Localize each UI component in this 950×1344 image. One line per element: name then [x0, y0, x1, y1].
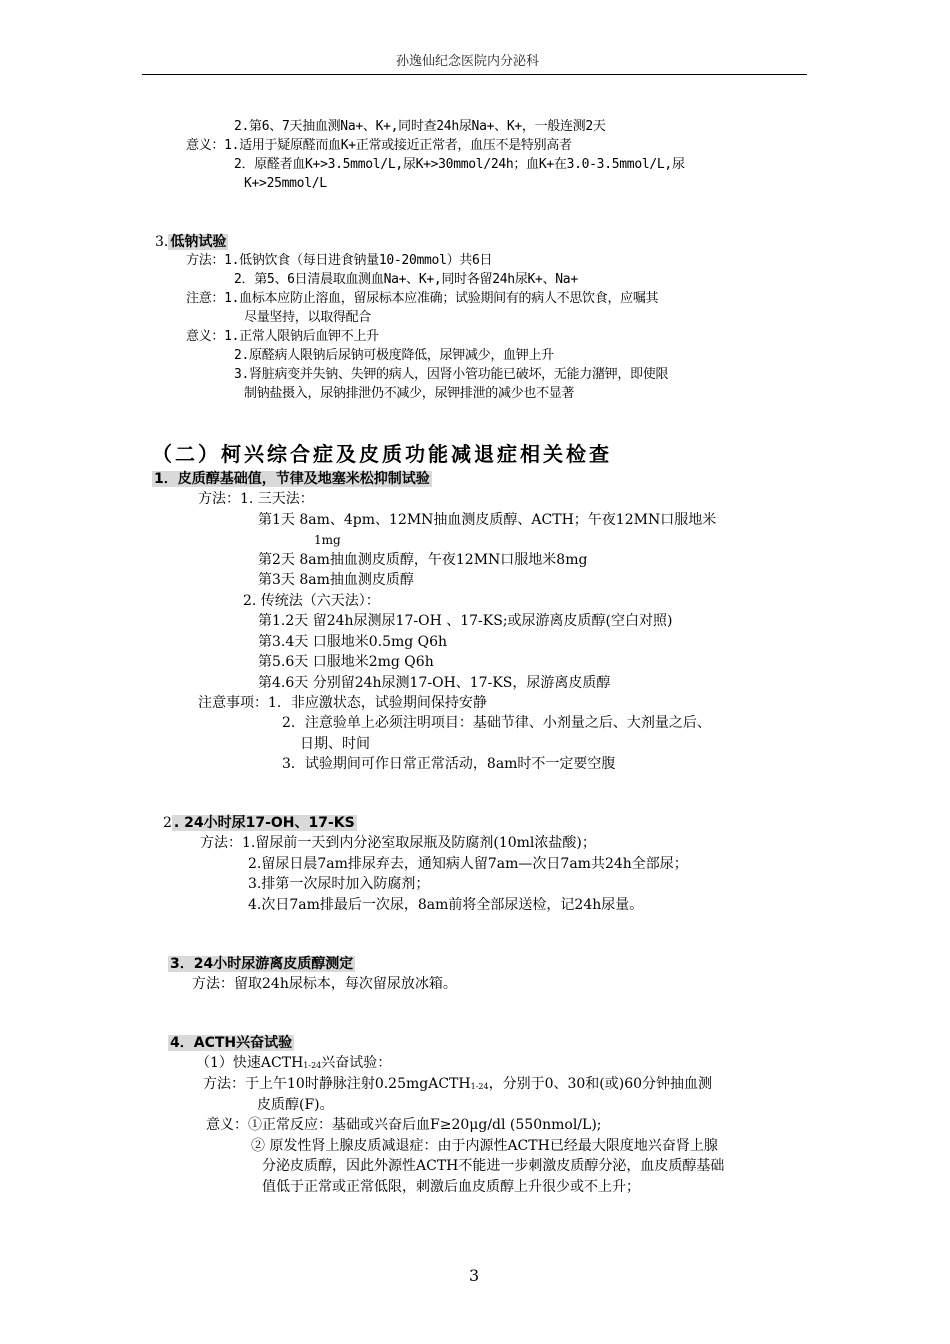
test4-line-6: 分泌皮质醇，因此外源性ACTH不能进一步刺激皮质醇分泌，血皮质醇基础	[262, 1158, 725, 1174]
test2-line-1: 方法：1.留尿前一天到内分泌室取尿瓶及防腐剂(10ml浓盐酸)；	[200, 835, 596, 851]
test4-line-2	[203, 1074, 712, 1097]
test3-title: 3．24小时尿游离皮质醇测定	[170, 956, 354, 972]
top-line-3: 2．原醛者血K+>3.5mmol/L,尿K+>30mmol/24h；血K+在3.0-3.5mmol/L,尿	[234, 157, 685, 172]
test1-line-4: 第2天 8am抽血测皮质醇，午夜12MN口服地米8mg	[258, 552, 588, 568]
low-sodium-number: 3.	[155, 234, 169, 250]
test1-line-14: 3．试验期间可作日常正常活动，8am时不一定要空腹	[282, 756, 616, 772]
page-number: 3	[469, 1266, 480, 1285]
test1-line-2: 第1天 8am、4pm、12MN抽血测皮质醇、ACTH；午夜12MN口服地米	[258, 512, 717, 528]
test4-line-2-b: ，分别于0、30和(或)60分钟抽血测	[488, 1076, 713, 1092]
test1-line-11: 注意事项：1．非应激状态，试验期间保持安静	[198, 695, 487, 711]
top-line-2: 意义：1.适用于疑原醛而血K+正常或接近正常者，血压不是特别高者	[186, 138, 572, 153]
test1-line-13: 日期、时间	[300, 736, 370, 752]
test2-line-2: 2.留尿日晨7am排尿弃去，通知病人留7am—次日7am共24h全部尿；	[248, 856, 688, 872]
test1-line-8: 第3.4天 口服地米0.5mg Q6h	[258, 634, 448, 650]
test3-line-1: 方法：留取24h尿标本，每次留尿放冰箱。	[192, 976, 457, 992]
test4-line-5: ② 原发性肾上腺皮质减退症：由于内源性ACTH已经最大限度地兴奋肾上腺	[251, 1138, 718, 1154]
low-sodium-line-8: 制钠盐摄入，尿钠排泄仍不减少，尿钾排泄的减少也不显著	[244, 386, 575, 401]
test2-title: . 24小时尿17-OH、17-KS	[173, 815, 355, 831]
test1-line-5: 第3天 8am抽血测皮质醇	[258, 572, 414, 588]
test3-heading	[168, 954, 355, 974]
top-line-4: K+>25mmol/L	[244, 176, 327, 191]
test1-line-7: 第1.2天 留24h尿测尿17-OH 、17-KS;或尿游离皮质醇(空白对照)	[258, 613, 673, 629]
test4-line-3: 皮质醇(F)。	[257, 1097, 334, 1113]
low-sodium-line-7: 3.肾脏病变并失钠、失钾的病人，因肾小管功能已破坏，无能力潴钾，即使限	[234, 367, 669, 382]
test1-line-1: 方法：1. 三天法：	[198, 491, 314, 507]
header-rule	[142, 74, 807, 75]
test4-title: 4．ACTH兴奋试验	[170, 1035, 293, 1051]
test1-line-3: 1mg	[314, 533, 341, 547]
test2-line-3: 3.排第一次尿时加入防腐剂；	[248, 876, 430, 892]
test2-number: 2	[163, 815, 172, 831]
low-sodium-line-5: 意义：1.正常人限钠后血钾不上升	[186, 329, 379, 344]
test4-line-7: 值低于正常或正常低限，刺激后血皮质醇上升很少或不上升；	[262, 1179, 640, 1195]
test2-line-4: 4.次日7am排最后一次尿，8am前将全部尿送检，记24h尿量。	[248, 897, 644, 913]
test4-heading	[168, 1033, 294, 1053]
low-sodium-title: 低钠试验	[170, 234, 227, 250]
test4-line-1-sub: 1-24	[303, 1061, 322, 1070]
test1-heading	[152, 469, 432, 489]
test4-line-2-a: 方法：于上午10时静脉注射0.25mgACTH	[203, 1076, 471, 1092]
test1-line-12: 2．注意验单上必须注明项目：基础节律、小剂量之后、大剂量之后、	[282, 715, 711, 731]
low-sodium-line-2: 2．第5、6日清晨取血测血Na+、K+,同时各留24h尿K+、Na+	[234, 272, 578, 287]
test4-line-1-b: 兴奋试验：	[321, 1055, 392, 1071]
test4-line-4: 意义：①正常反应：基础或兴奋后血F≥20μg/dl (550nmol/L);	[206, 1117, 602, 1133]
top-line-1: 2.第6、7天抽血测Na+、K+,同时查24h尿Na+、K+，一般连测2天	[234, 119, 606, 134]
page-header-title: 孙逸仙纪念医院内分泌科	[396, 54, 540, 69]
low-sodium-line-3: 注意：1.血标本应防止溶血，留尿标本应准确；试验期间有的病人不思饮食，应嘱其	[186, 291, 659, 306]
test4-line-1	[196, 1053, 391, 1076]
test2-heading	[163, 813, 357, 833]
low-sodium-line-1: 方法：1.低钠饮食（每日进食钠量10-20mmol）共6日	[186, 253, 493, 268]
test1-line-10: 第4.6天 分别留24h尿测17-OH、17-KS，尿游离皮质醇	[258, 675, 611, 691]
test1-line-6: 2. 传统法（六天法）：	[243, 593, 380, 609]
test1-line-9: 第5.6天 口服地米2mg Q6h	[258, 654, 434, 670]
test4-line-1-a: （1）快速ACTH	[196, 1055, 304, 1071]
low-sodium-line-4: 尽量坚持，以取得配合	[244, 310, 372, 325]
test1-title: 1．皮质醇基础值，节律及地塞米松抑制试验	[154, 471, 430, 487]
test4-line-2-sub: 1-24	[470, 1082, 489, 1091]
low-sodium-line-6: 2.原醛病人限钠后尿钠可极度降低，尿钾减少，血钾上升	[234, 348, 554, 363]
low-sodium-heading	[155, 232, 228, 252]
section-2-title: （二）柯兴综合症及皮质功能减退症相关检查	[152, 442, 612, 466]
